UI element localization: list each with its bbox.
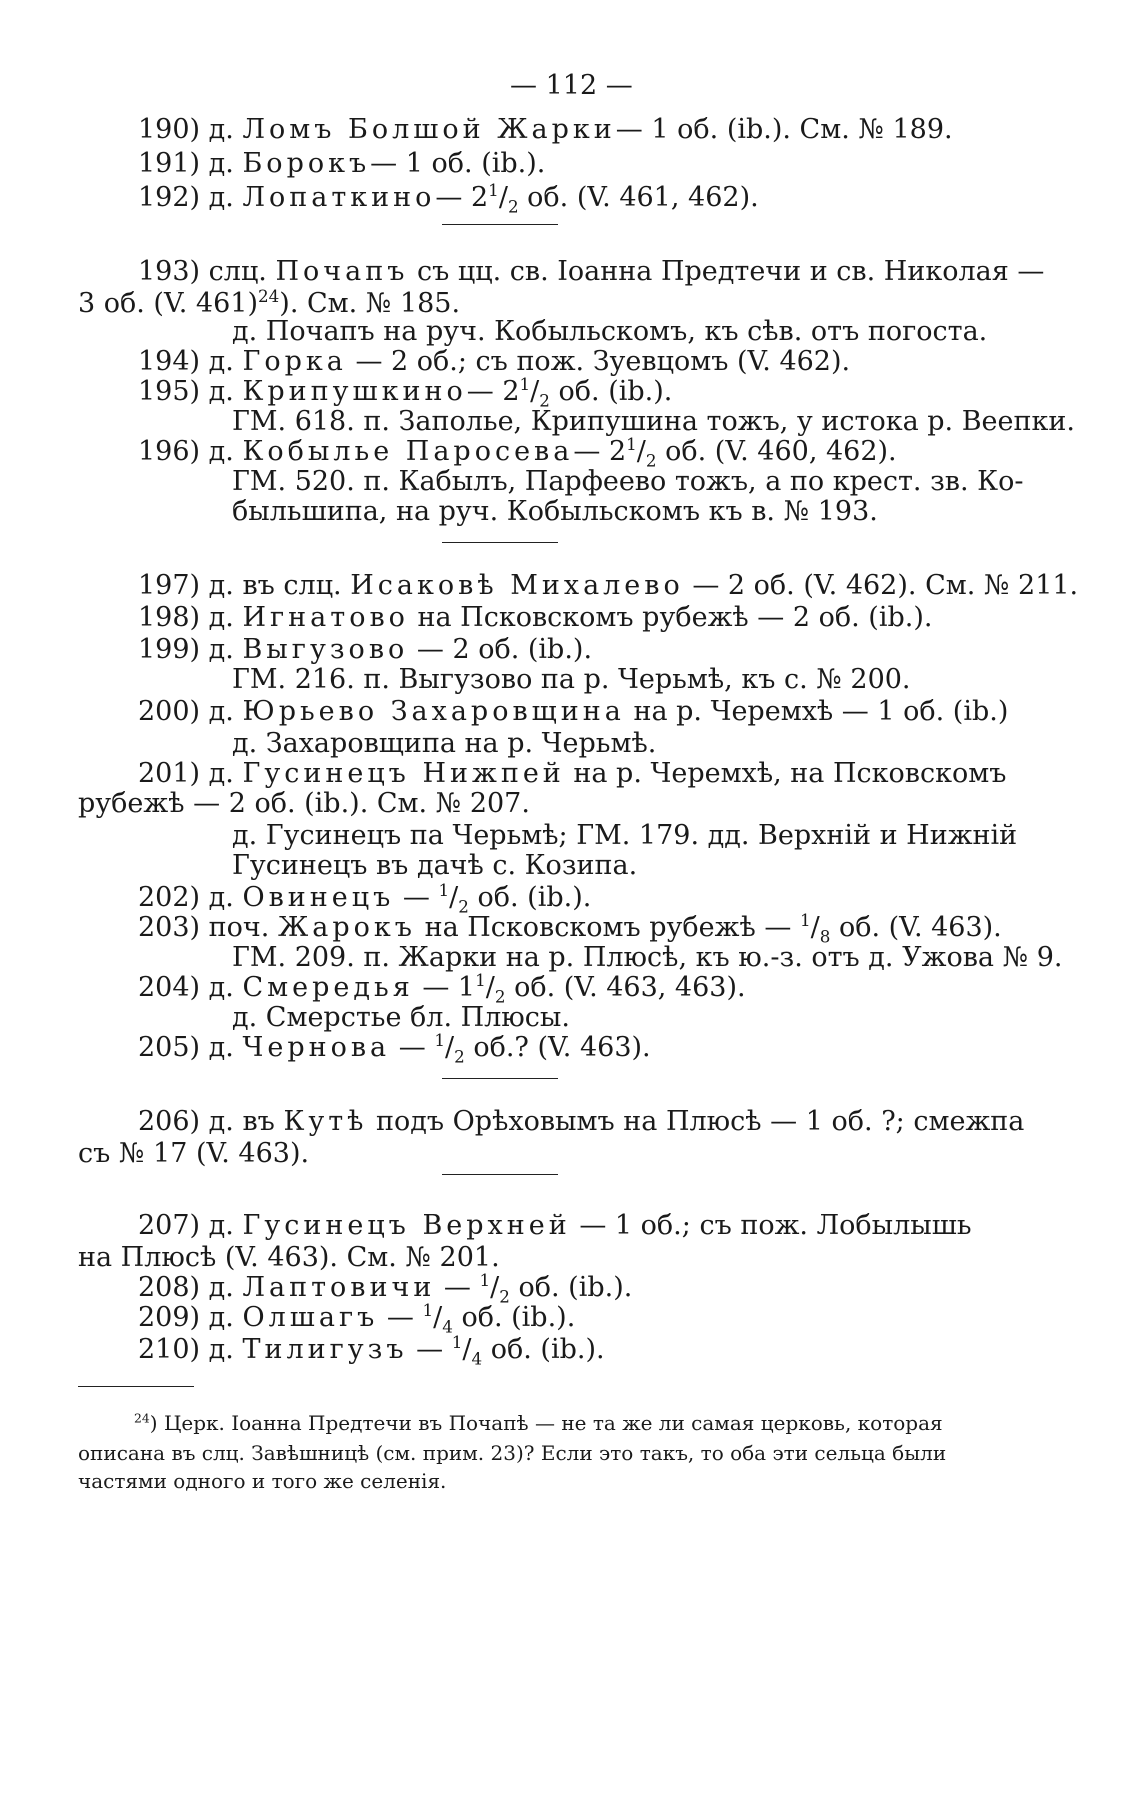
entry-201-cont: рубежѣ — 2 об. (ib.). См. № 207.: [78, 788, 530, 819]
entry-prefix: д.: [208, 1302, 243, 1333]
entry-number: 200): [138, 696, 201, 727]
entry-193-note: д. Почапъ на руч. Кобыльскомъ, къ сѣв. отъ погоста.: [232, 316, 988, 347]
entry-number: 202): [138, 882, 201, 913]
entry-prefix: д.: [208, 1032, 243, 1063]
entry-text: — 1 об. (ib.).: [370, 148, 546, 179]
entry-text: 3 об. (V. 461): [78, 288, 258, 319]
fraction-denominator: 2: [539, 390, 550, 411]
fraction-numerator: 1: [479, 1270, 491, 1290]
entry-text: об.? (V. 463).: [464, 1032, 651, 1063]
entry-206-cont: съ № 17 (V. 463).: [78, 1138, 310, 1169]
entry-text: —: [435, 1272, 480, 1303]
fraction-slash: /: [530, 376, 540, 407]
entry-205: [138, 1030, 651, 1066]
section-divider: [442, 224, 558, 225]
entry-text: —: [378, 1302, 423, 1333]
fraction-denominator: 2: [645, 450, 657, 471]
entry-207: [138, 1208, 972, 1244]
fraction-slash: /: [490, 1272, 500, 1303]
fraction-numerator: 1: [475, 970, 486, 990]
entry-prefix: д. въ слц.: [208, 570, 351, 601]
entry-number: 203): [138, 912, 201, 943]
entry-prefix: д.: [208, 1334, 243, 1365]
settlement-name: Игнатово: [242, 602, 409, 633]
entry-number: 204): [138, 972, 201, 1003]
entry-text: —: [407, 1334, 452, 1365]
settlement-name: Юрьево Захаровщина: [242, 696, 625, 727]
entry-number: 206): [138, 1106, 201, 1137]
fraction-slash: /: [462, 1334, 472, 1365]
entry-text: —: [394, 882, 439, 913]
fraction-numerator: 1: [799, 910, 811, 930]
footnote-ref: 24: [257, 286, 280, 306]
section-divider: [442, 542, 558, 543]
entry-prefix: д.: [208, 972, 243, 1003]
entry-number: 198): [138, 602, 201, 633]
entry-195-note: ГМ. 618. п. Заполье, Крипушина тожъ, у истока р. Веепки.: [232, 406, 1075, 437]
entry-prefix: д.: [208, 1272, 243, 1303]
entry-text: об. (ib.).: [509, 1272, 633, 1303]
fraction-numerator: 1: [488, 180, 499, 200]
fraction-denominator: 2: [454, 1046, 465, 1067]
settlement-name: Исаковѣ Михалево: [350, 570, 684, 601]
entry-prefix: д.: [208, 182, 243, 213]
entry-prefix: д.: [208, 114, 243, 145]
settlement-name: Жарокъ: [277, 912, 416, 943]
entry-196-note: ГМ. 520. п. Кабылъ, Парфеево тожъ, а по крест. зв. Ко-: [232, 466, 1024, 497]
entry-prefix: слц.: [208, 256, 276, 287]
fraction-slash: /: [498, 182, 508, 213]
fraction-denominator: 4: [471, 1348, 483, 1369]
entry-text: — 1: [413, 972, 476, 1003]
entry-203-note: ГМ. 209. п. Жарки на р. Плюсѣ, къ ю.-з. отъ д. Ужова № 9.: [232, 942, 1063, 973]
fraction-numerator: 1: [422, 1300, 434, 1320]
entry-text: об. (ib.).: [452, 1302, 576, 1333]
entry-text: на Псковскомъ рубежѣ — 2 об. (ib.).: [408, 602, 933, 633]
settlement-name: Крипушкино: [242, 376, 467, 407]
entry-number: 209): [138, 1302, 201, 1333]
settlement-name: Тилигузъ: [242, 1334, 408, 1365]
entry-number: 191): [138, 148, 201, 179]
entry-text: ). См. № 185.: [279, 288, 461, 319]
entry-text: на Псковскомъ рубежѣ —: [415, 912, 800, 943]
settlement-name: Почапъ: [275, 256, 409, 287]
entry-text: на р. Черемхѣ — 1 об. (ib.): [624, 696, 1009, 727]
fraction-denominator: 2: [494, 986, 506, 1007]
entry-prefix: д.: [208, 148, 243, 179]
entry-190: [138, 112, 953, 148]
entry-193: [138, 254, 1044, 290]
settlement-name: Ломъ Болшой Жарки: [242, 114, 616, 145]
fraction-denominator: 2: [458, 896, 469, 917]
fraction-slash: /: [636, 436, 646, 467]
entry-201-note: д. Гусинецъ па Черьмѣ; ГМ. 179. дд. Верхній и Нижній: [232, 820, 1018, 851]
entry-number: 190): [138, 114, 201, 145]
entry-prefix: д.: [208, 346, 243, 377]
settlement-name: Гусинецъ Верхней: [242, 1210, 571, 1241]
settlement-name: Гусинецъ Нижпей: [242, 758, 565, 789]
settlement-name: Кутѣ: [283, 1106, 368, 1137]
entry-text: об. (V. 463).: [830, 912, 1002, 943]
entry-prefix: д.: [208, 436, 243, 467]
fraction-numerator: 1: [438, 880, 450, 900]
fraction-slash: /: [433, 1302, 443, 1333]
settlement-name: Смередья: [242, 972, 414, 1003]
entry-number: 196): [138, 436, 201, 467]
settlement-name: Горка: [242, 346, 347, 377]
settlement-name: Овинецъ: [242, 882, 395, 913]
entry-prefix: поч.: [208, 912, 278, 943]
settlement-name: Выгузово: [242, 634, 409, 665]
fraction-denominator: 8: [819, 926, 831, 947]
entry-198: [138, 600, 932, 636]
entry-prefix: д.: [208, 696, 243, 727]
entry-201-note-cont: Гусинецъ въ дачѣ с. Козипа.: [232, 850, 638, 881]
entry-text: — 2 об.; съ пож. Зуевцомъ (V. 462).: [346, 346, 851, 377]
settlement-name: Кобылье Паросева: [242, 436, 574, 467]
entry-prefix: д.: [208, 1210, 243, 1241]
entry-197: [138, 568, 1078, 604]
fraction-slash: /: [810, 912, 820, 943]
section-divider: [442, 1078, 558, 1079]
entry-prefix: д.: [208, 758, 243, 789]
entry-prefix: д.: [208, 376, 243, 407]
entry-text: — 2: [466, 376, 520, 407]
entry-prefix: д.: [208, 602, 243, 633]
entry-number: 208): [138, 1272, 201, 1303]
fraction-slash: /: [449, 882, 459, 913]
settlement-name: Лопаткино: [242, 182, 436, 213]
entry-204-note: д. Смерстье бл. Плюсы.: [232, 1002, 571, 1033]
entry-text: — 2: [435, 182, 489, 213]
entry-text: об. (V. 461, 462).: [518, 182, 759, 213]
entry-text: — 2 об. (ib.).: [408, 634, 593, 665]
entry-text: съ цц. св. Іоанна Предтечи и св. Николая —: [408, 256, 1045, 287]
fraction-slash: /: [485, 972, 495, 1003]
entry-number: 194): [138, 346, 201, 377]
settlement-name: Чернова: [242, 1032, 391, 1063]
fraction-numerator: 1: [451, 1332, 463, 1352]
entry-200-note: д. Захаровщипа на р. Черьмѣ.: [232, 728, 657, 759]
entry-text: — 1 об.; съ пож. Лобылышь: [570, 1210, 972, 1241]
entry-200: [138, 694, 1008, 730]
fraction-numerator: 1: [519, 374, 531, 394]
entry-text: на р. Черемхѣ, на Псковскомъ: [564, 758, 1007, 789]
entry-text: подъ Орѣховымъ на Плюсѣ — 1 об. ?; смежпа: [367, 1106, 1025, 1137]
entry-206: [138, 1104, 1024, 1140]
entry-number: 195): [138, 376, 201, 407]
entry-text: — 2: [573, 436, 627, 467]
fraction-numerator: 1: [626, 434, 637, 454]
entry-number: 192): [138, 182, 201, 213]
entry-210: [138, 1332, 605, 1368]
entry-text: об. (ib.).: [482, 1334, 605, 1365]
entry-text: об. (V. 463, 463).: [505, 972, 746, 1003]
settlement-name: Олшагъ: [242, 1302, 379, 1333]
entry-prefix: д.: [208, 634, 243, 665]
section-divider: [442, 1174, 558, 1175]
entry-207-cont: на Плюсѣ (V. 463). См. № 201.: [78, 1242, 500, 1273]
page-number: — 112 —: [510, 70, 633, 101]
entry-number: 193): [138, 256, 201, 287]
footnote-line-3: частями одного и того же селенія.: [78, 1469, 447, 1493]
entry-prefix: д.: [208, 882, 243, 913]
fraction-denominator: 4: [442, 1316, 453, 1337]
entry-text: — 2 об. (V. 462). См. № 211.: [683, 570, 1079, 601]
entry-191: [138, 146, 545, 182]
entry-number: 207): [138, 1210, 201, 1241]
entry-199-note: ГМ. 216. п. Выгузово па р. Черьмѣ, къ с. № 200.: [232, 664, 911, 695]
footnote-line-2: описана въ слц. Завѣшницѣ (см. прим. 23)? Если это такъ, то оба эти сельца были: [78, 1441, 947, 1465]
entry-196-note-cont: быльшипа, на руч. Кобыльскомъ къ в. № 193.: [232, 496, 878, 527]
fraction-denominator: 2: [499, 1286, 510, 1307]
entry-text: —: [390, 1032, 435, 1063]
footnote-mark: 24: [134, 1410, 150, 1426]
fraction-denominator: 2: [507, 196, 519, 217]
entry-number: 205): [138, 1032, 201, 1063]
entry-text: об. (ib.).: [468, 882, 592, 913]
settlement-name: Лаптовичи: [242, 1272, 436, 1303]
footnote-text: ) Церк. Іоанна Предтечи въ Почапѣ — не та же ли самая церковь, которая: [149, 1411, 943, 1435]
footnote-line-1: [134, 1410, 943, 1436]
entry-text: об. (ib.).: [549, 376, 673, 407]
entry-text: об. (V. 460, 462).: [656, 436, 897, 467]
fraction-numerator: 1: [434, 1030, 445, 1050]
entry-number: 210): [138, 1334, 201, 1365]
entry-text: — 1 об. (ib.). См. № 189.: [615, 114, 953, 145]
entry-192: [138, 180, 759, 216]
entry-number: 199): [138, 634, 201, 665]
entry-prefix: д. въ: [208, 1106, 284, 1137]
entry-number: 201): [138, 758, 201, 789]
entry-number: 197): [138, 570, 201, 601]
footnote-divider: [78, 1386, 194, 1387]
fraction-slash: /: [444, 1032, 455, 1063]
entry-209: [138, 1300, 575, 1336]
settlement-name: Борокъ: [242, 148, 371, 179]
